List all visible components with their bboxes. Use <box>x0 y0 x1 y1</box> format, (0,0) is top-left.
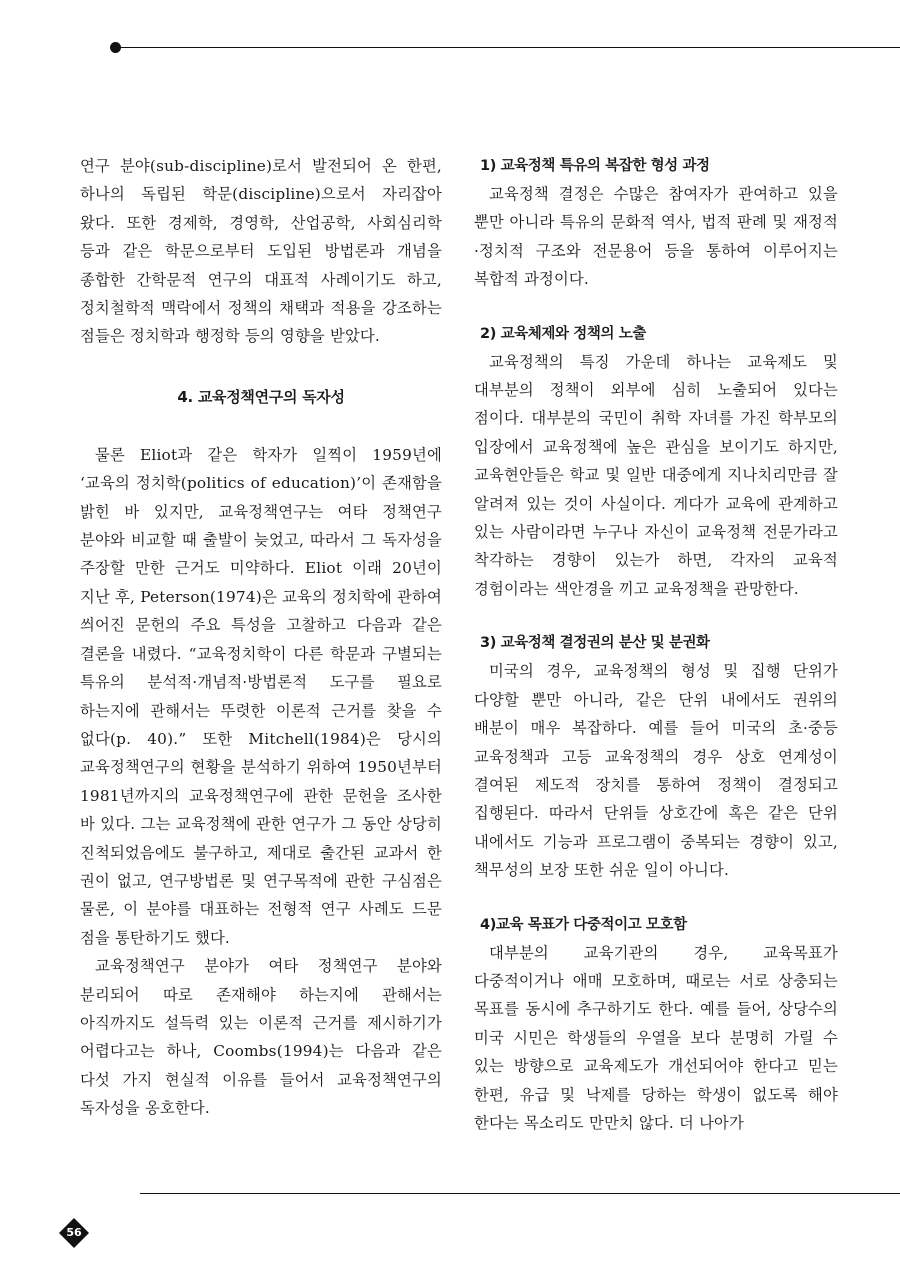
subsection-heading: 4)교육 목표가 다중적이고 모호함 <box>480 916 687 933</box>
subsection <box>474 320 838 604</box>
body-paragraph: 물론 Eliot과 같은 학자가 일찍이 1959년에 ‘교육의 정치학(politics of education)’이 존재함을 밝힌 바 있지만, 교육정책연구는 여타 정책연구 분야와 비교할 때 출발이 늦었고, 따라서 그 독자성을 주장할 만한 근거도 미약하다. Eliot 이래 20년이 지난 후, Peterson(1974)은 교육의 정치학에 관하여 씌어진 문헌의 주요 특성을 고찰하고 다음과 같은 결론을 내렸다. “교육정치학이 다른 학문과 구별되는 특유의 분석적·개념적·방법론적 도구를 필요로 하는지에 관해서는 뚜렷한 이론적 근거를 찾을 수 없다(p. 40).” 또한 Mitchell(1984)은 당시의 교육정책연구의 현황을 분석하기 위하여 1950년부터 1981년까지의 교육정책연구에 관한 문헌을 조사한 바 있다. 그는 교육정책에 관한 연구가 그 동안 상당히 진척되었음에도 불구하고, 제대로 출간된 교과서 한 권이 없고, 연구방법론 및 연구목적에 관한 구심점은 물론, 이 분야를 대표하는 전형적 연구 사례도 드문 점을 통탄하기도 했다. <box>80 445 442 947</box>
page-number: 56 <box>66 1226 82 1239</box>
body-paragraph: 미국의 경우, 교육정책의 형성 및 집행 단위가 다양할 뿐만 아니라, 같은 단위 내에서도 권위의 배분이 매우 복잡하다. 예를 들어 미국의 초·중등 교육정책과 고등 교육정책의 경우 상호 연계성이 결여된 제도적 장치를 통하여 정책이 결정되고 집행된다. 따라서 단위들 상호간에 혹은 같은 단위 내에서도 기능과 프로그램이 중복되는 경향이 있고, 책무성의 보장 또한 쉬운 일이 아니다. <box>474 662 838 880</box>
subsection-heading: 1) 교육정책 특유의 복잡한 형성 과정 <box>480 158 710 174</box>
body-paragraph: 연구 분야(sub-discipline)로서 발전되어 온 한편, 하나의 독립된 학문(discipline)으로서 자리잡아 왔다. 또한 경제학, 경영학, 산업공학, 사회심리학 등과 같은 학문으로부터 도입된 방법론과 개념을 종합한 간학문적 연구의 대표적 사례이기도 하고, 정치철학적 맥락에서 정책의 채택과 적용을 강조하는 점들은 정치학과 행정학 등의 영향을 받았다. <box>80 157 442 346</box>
section-heading: 4. 교육정책연구의 독자성 <box>177 387 345 406</box>
subsection-heading: 2) 교육체제와 정책의 노출 <box>480 325 646 342</box>
subsection <box>474 911 838 1138</box>
subsection-heading: 3) 교육정책 결정권의 분산 및 분권화 <box>480 635 710 652</box>
header-rule <box>118 47 900 48</box>
left-column <box>80 152 442 1123</box>
body-paragraph: 교육정책 결정은 수많은 참여자가 관여하고 있을 뿐만 아니라 특유의 문화적 역사, 법적 판례 및 재정적·정치적 구조와 전문용어 등을 통하여 이루어지는 복합적 과정이다. <box>474 185 838 289</box>
footer-rule <box>140 1193 900 1194</box>
right-column <box>474 152 838 1163</box>
page-number-badge <box>59 1218 89 1248</box>
body-paragraph: 대부분의 교육기관의 경우, 교육목표가 다중적이거나 애매 모호하며, 때로는 서로 상충되는 목표를 동시에 추구하기도 한다. 예를 들어, 상당수의 미국 시민은 학생들의 우열을 보다 분명히 가릴 수 있는 방향으로 교육제도가 개선되어야 한다고 믿는 한편, 유급 및 낙제를 당하는 학생이 없도록 해야 한다는 목소리도 만만치 않다. 더 나아가 <box>474 943 838 1132</box>
subsection <box>474 152 838 294</box>
body-paragraph: 교육정책연구 분야가 여타 정책연구 분야와 분리되어 따로 존재해야 하는지에 관해서는 아직까지도 설득력 있는 이론적 근거를 제시하기가 어렵다고는 하나, Coombs(1994)는 다음과 같은 다섯 가지 현실적 이유를 들어서 교육정책연구의 독자성을 옹호한다. <box>80 957 442 1118</box>
body-paragraph: 교육정책의 특징 가운데 하나는 교육제도 및 대부분의 정책이 외부에 심히 노출되어 있다는 점이다. 대부분의 국민이 취학 자녀를 가진 학부모의 입장에서 교육정책에 높은 관심을 보이기도 하지만, 교육현안들은 학교 및 일반 대중에게 지나치리만큼 잘 알려져 있는 것이 사실이다. 게다가 교육에 관계하고 있는 사람이라면 누구나 자신이 교육정책 전문가라고 착각하는 경향이 있는가 하면, 각자의 교육적 경험이라는 색안경을 끼고 교육정책을 관망한다. <box>474 352 838 598</box>
subsection <box>474 629 838 884</box>
